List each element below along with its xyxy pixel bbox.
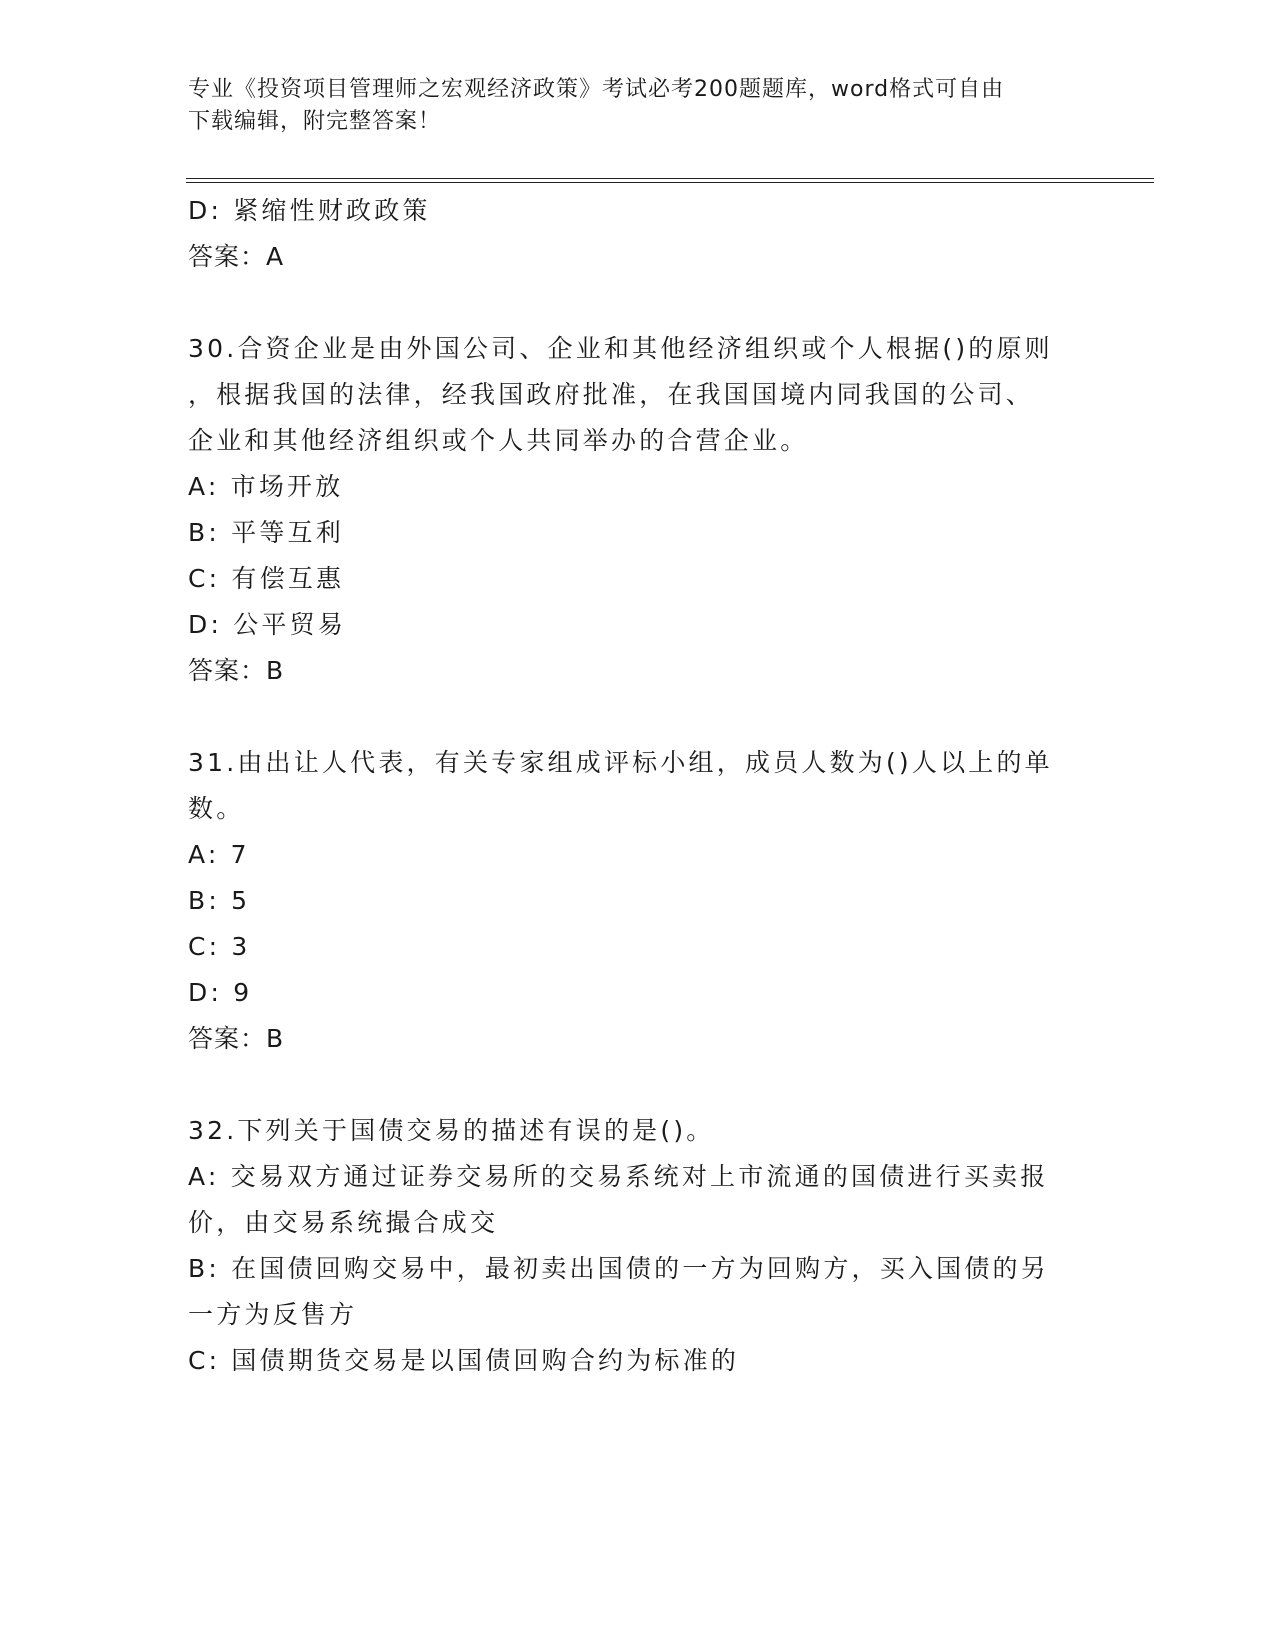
question-text-line: 30.合资企业是由外国公司、企业和其他经济组织或个人根据()的原则 [188,334,1053,363]
option-b-continuation: 一方为反售方 [188,1300,358,1329]
option-c: C: 国债期货交易是以国债回购合约为标准的 [188,1346,740,1375]
option-a: A: 交易双方通过证券交易所的交易系统对上市流通的国债进行买卖报 [188,1162,1049,1191]
option-c: C: 3 [188,932,251,961]
option-b: B: 5 [188,886,251,915]
option-d: D: 9 [188,978,253,1007]
question-block-30 [188,326,1078,694]
option-c: C: 有偿互惠 [188,564,345,593]
block-spacer [188,1062,1078,1108]
block-spacer [188,694,1078,740]
question-text-line: 31.由出让人代表，有关专家组成评标小组，成员人数为()人以上的单 [188,748,1053,777]
question-block-32 [188,1108,1078,1384]
answer-line: 答案：B [188,656,285,685]
header-line-1: 专业《投资项目管理师之宏观经济政策》考试必考200题题库，word格式可自由 [188,77,1005,102]
question-text-line: 企业和其他经济组织或个人共同举办的合营企业。 [188,426,809,455]
question-text-line: 32.下列关于国债交易的描述有误的是()。 [188,1116,715,1145]
document-header [188,74,1068,138]
header-divider-top [186,178,1154,179]
answer-line: 答案：A [188,242,285,271]
option-a: A: 7 [188,840,250,869]
question-block-31 [188,740,1078,1062]
option-a-continuation: 价，由交易系统撮合成交 [188,1208,499,1237]
option-d: D: 公平贸易 [188,610,347,639]
question-list [188,188,1078,1384]
header-divider-bottom [186,182,1154,183]
question-text-line: ，根据我国的法律，经我国政府批准，在我国国境内同我国的公司、 [188,380,1035,409]
option-a: A: 市场开放 [188,472,344,501]
option-b: B: 平等互利 [188,518,344,547]
block-spacer [188,280,1078,326]
option-b: B: 在国债回购交易中，最初卖出国债的一方为回购方，买入国债的另 [188,1254,1049,1283]
answer-line: 答案：B [188,1024,285,1053]
option-d: D: 紧缩性财政政策 [188,196,431,225]
question-block-29-tail [188,188,1078,280]
header-line-2: 下载编辑，附完整答案！ [188,109,442,134]
question-text-line: 数。 [188,794,245,823]
